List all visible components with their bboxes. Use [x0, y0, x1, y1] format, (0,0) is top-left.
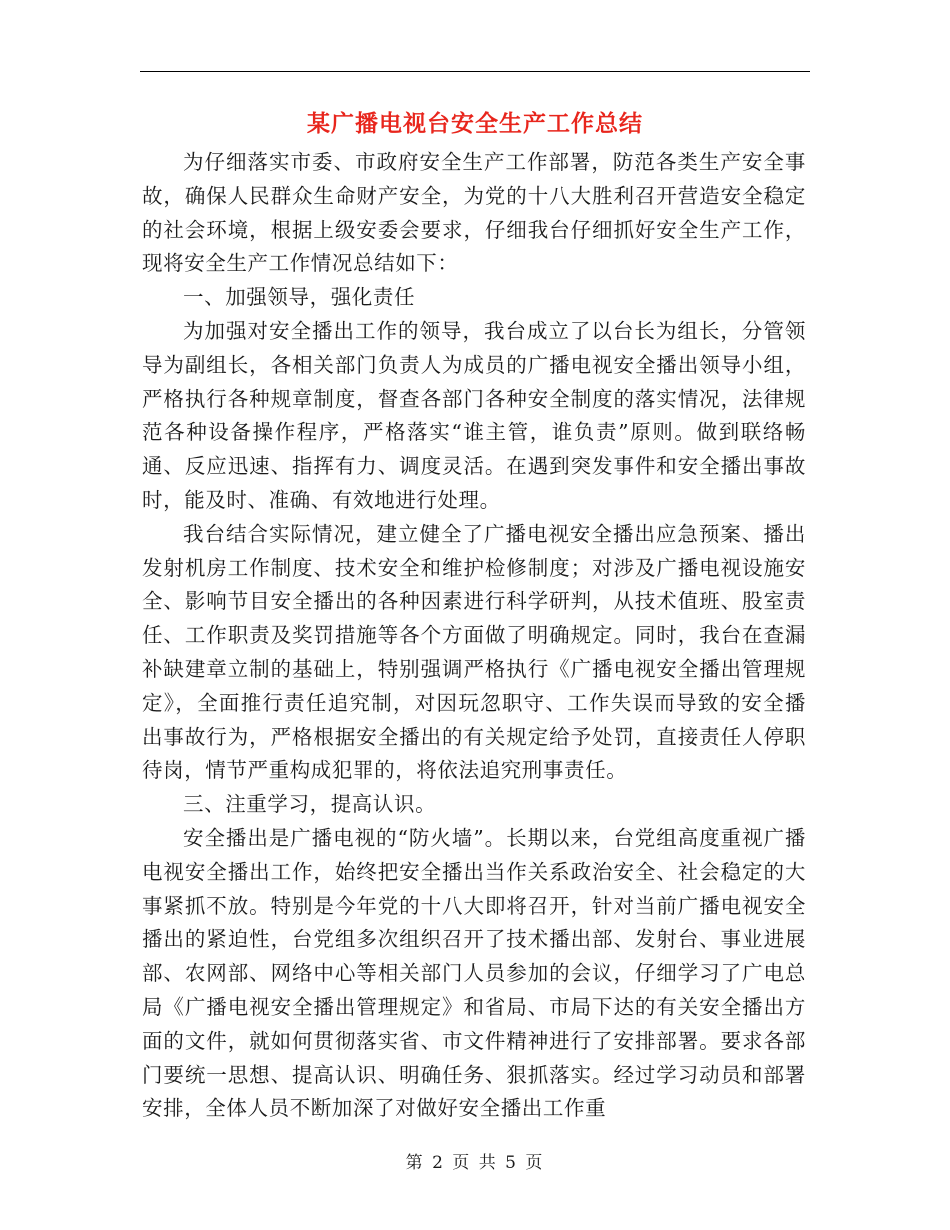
paragraph-intro: 为仔细落实市委、市政府安全生产工作部署，防范各类生产安全事故，确保人民群众生命财产安全，为党的十八大胜利召开营造安全稳定的社会环境，根据上级安委会要求，仔细我台仔细抓好安全生产工作，现将安全生产工作情况总结如下：	[142, 150, 806, 276]
paragraph-regulations: 我台结合实际情况，建立健全了广播电视安全播出应急预案、播出发射机房工作制度、技术安全和维护检修制度；对涉及广播电视设施安全、影响节目安全播出的各种因素进行科学研判，从技术值班、股室责任、工作职责及奖罚措施等各个方面做了明确规定。同时，我台在查漏补缺建章立制的基础上，特别强调严格执行《广播电视安全播出管理规定》，全面推行责任追究制，对因玩忽职守、工作失误而导致的安全播出事故行为，严格根据安全播出的有关规定给予处罚，直接责任人停职待岗，情节严重构成犯罪的，将依法追究刑事责任。	[142, 521, 806, 783]
header-rule	[140, 71, 810, 72]
section-heading-1: 一、加强领导，强化责任	[183, 285, 416, 310]
document-title: 某广播电视台安全生产工作总结	[307, 111, 643, 137]
section-heading-3: 三、注重学习，提高认识。	[183, 792, 437, 817]
document-body	[142, 146, 806, 1126]
paragraph-leadership: 为加强对安全播出工作的领导，我台成立了以台长为组长，分管领导为副组长，各相关部门负责人为成员的广播电视安全播出领导小组，严格执行各种规章制度，督查各部门各种安全制度的落实情况，法律规范各种设备操作程序，严格落实“谁主管，谁负责”原则。做到联络畅通、反应迅速、指挥有力、调度灵活。在遇到突发事件和安全播出事故时，能及时、准确、有效地进行处理。	[142, 318, 806, 512]
page-number: 第 2 页 共 5 页	[405, 1153, 545, 1173]
paragraph-study: 安全播出是广播电视的“防火墙”。长期以来，台党组高度重视广播电视安全播出工作，始终把安全播出当作关系政治安全、社会稳定的大事紧抓不放。特别是今年党的十八大即将召开，针对当前广播电视安全播出的紧迫性，台党组多次组织召开了技术播出部、发射台、事业进展部、农网部、网络中心等相关部门人员参加的会议，仔细学习了广电总局《广播电视安全播出管理规定》和省局、市局下达的有关安全播出方面的文件，就如何贯彻落实省、市文件精神进行了安排部署。要求各部门要统一思想、提高认识、明确任务、狠抓落实。经过学习动员和部署安排，全体人员不断加深了对做好安全播出工作重	[142, 825, 806, 1121]
